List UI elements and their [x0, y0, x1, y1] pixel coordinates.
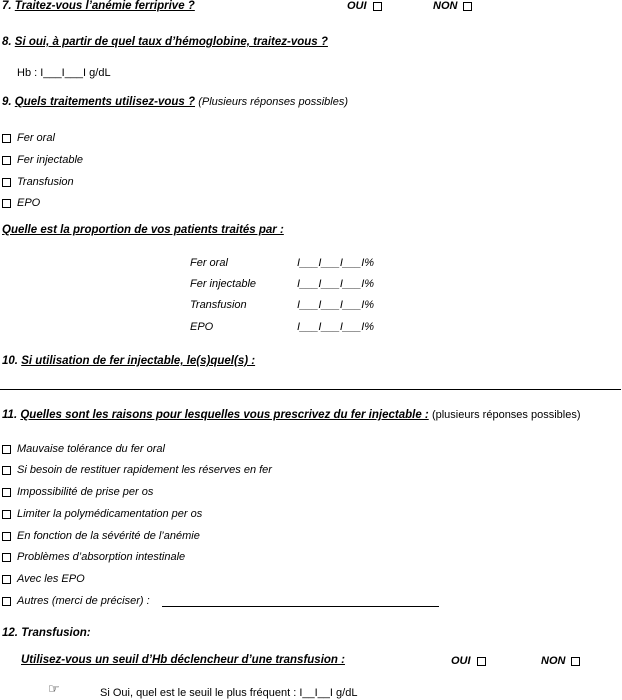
checkbox[interactable] [2, 532, 11, 541]
q7-oui-option[interactable] [347, 0, 382, 12]
pointing-hand-icon: ☞ [48, 682, 60, 697]
hb-field[interactable]: Hb : I___I___I g/dL [17, 67, 111, 79]
q12-non-option[interactable] [541, 655, 580, 667]
question-12-number: 12. [2, 627, 18, 639]
proportion-label-fer-oral: Fer oral [190, 257, 228, 269]
proportion-title: Quelle est la proportion de vos patients traités par : [2, 224, 284, 236]
checkbox[interactable] [2, 488, 11, 497]
question-8-text: Si oui, à partir de quel taux d’hémoglobine, traitez-vous ? [14, 36, 328, 48]
checkbox[interactable] [2, 510, 11, 519]
question-8 [2, 36, 328, 48]
q12-non-checkbox[interactable] [571, 657, 580, 666]
q9-option-transfusion[interactable] [2, 176, 74, 188]
option-label: Fer injectable [17, 154, 84, 166]
question-9 [2, 96, 348, 108]
question-9-note: (Plusieurs réponses possibles) [198, 96, 349, 108]
checkbox[interactable] [2, 597, 11, 606]
checkbox[interactable] [2, 553, 11, 562]
option-label: Autres (merci de préciser) : [17, 595, 150, 607]
checkbox[interactable] [2, 575, 11, 584]
proportion-field-transfusion[interactable]: I___I___I___I% [297, 299, 375, 311]
q11-option-5[interactable] [2, 530, 200, 542]
question-10 [2, 355, 255, 367]
q11-option-3[interactable] [2, 486, 153, 498]
question-7 [2, 0, 195, 12]
q9-option-epo[interactable] [2, 197, 40, 209]
checkbox[interactable] [2, 445, 11, 454]
q7-oui-label: OUI [347, 0, 367, 12]
question-11-text: Quelles sont les raisons pour lesquelles vous prescrivez du fer injectable : [20, 409, 429, 421]
question-11-number: 11. [2, 409, 18, 421]
checkbox[interactable] [2, 156, 11, 165]
question-8-number: 8. [2, 36, 12, 48]
q7-non-option[interactable] [433, 0, 472, 12]
option-label: Problèmes d’absorption intestinale [17, 551, 186, 563]
q11-option-6[interactable] [2, 551, 185, 563]
proportion-label-epo: EPO [190, 321, 214, 333]
q12-subquestion: Utilisez-vous un seuil d’Hb déclencheur d’une transfusion : [21, 654, 345, 666]
option-label: Transfusion [17, 176, 74, 188]
q12-non-label: NON [541, 655, 566, 667]
q11-option-4[interactable] [2, 508, 202, 520]
option-label: Avec les EPO [17, 573, 85, 585]
proportion-field-fer-oral[interactable]: I___I___I___I% [297, 257, 375, 269]
option-label: En fonction de la sévérité de l’anémie [17, 530, 200, 542]
q7-non-checkbox[interactable] [463, 2, 472, 11]
q11-option-7[interactable] [2, 573, 85, 585]
option-label: Fer oral [17, 132, 55, 144]
question-10-text: Si utilisation de fer injectable, le(s)quel(s) : [21, 355, 256, 367]
q9-option-fer-oral[interactable] [2, 132, 55, 144]
checkbox[interactable] [2, 134, 11, 143]
q11-other-answer-line[interactable] [162, 606, 439, 607]
option-label: Mauvaise tolérance du fer oral [17, 443, 165, 455]
q12-oui-checkbox[interactable] [477, 657, 486, 666]
checkbox[interactable] [2, 178, 11, 187]
proportion-label-fer-injectable: Fer injectable [190, 278, 257, 290]
q11-option-1[interactable] [2, 443, 165, 455]
q7-non-label: NON [433, 0, 458, 12]
option-label: Limiter la polymédicamentation per os [17, 508, 203, 520]
question-10-number: 10. [2, 355, 18, 367]
question-11-note: (plusieurs réponses possibles) [431, 409, 581, 421]
option-label: Impossibilité de prise per os [17, 486, 154, 498]
question-7-number: 7. [2, 0, 12, 12]
q10-answer-line[interactable] [0, 389, 621, 390]
proportion-field-epo[interactable]: I___I___I___I% [297, 321, 375, 333]
q12-oui-label: OUI [451, 655, 471, 667]
q9-option-fer-injectable[interactable] [2, 154, 83, 166]
question-12 [2, 627, 91, 639]
q11-option-2[interactable] [2, 464, 272, 476]
option-label: EPO [17, 197, 41, 209]
question-12-text: Transfusion: [21, 627, 91, 639]
question-9-text: Quels traitements utilisez-vous ? [14, 96, 196, 108]
option-label: Si besoin de restituer rapidement les réserves en fer [17, 464, 272, 476]
checkbox[interactable] [2, 199, 11, 208]
proportion-label-transfusion: Transfusion [190, 299, 247, 311]
proportion-field-fer-injectable[interactable]: I___I___I___I% [297, 278, 375, 290]
checkbox[interactable] [2, 466, 11, 475]
q12-oui-option[interactable] [451, 655, 486, 667]
q11-option-8[interactable] [2, 595, 150, 607]
q7-oui-checkbox[interactable] [373, 2, 382, 11]
question-7-text: Traitez-vous l’anémie ferriprive ? [14, 0, 195, 12]
question-11 [2, 409, 581, 421]
question-9-number: 9. [2, 96, 12, 108]
q12-threshold-field[interactable]: Si Oui, quel est le seuil le plus fréquent : I__I__I g/dL [100, 687, 358, 699]
